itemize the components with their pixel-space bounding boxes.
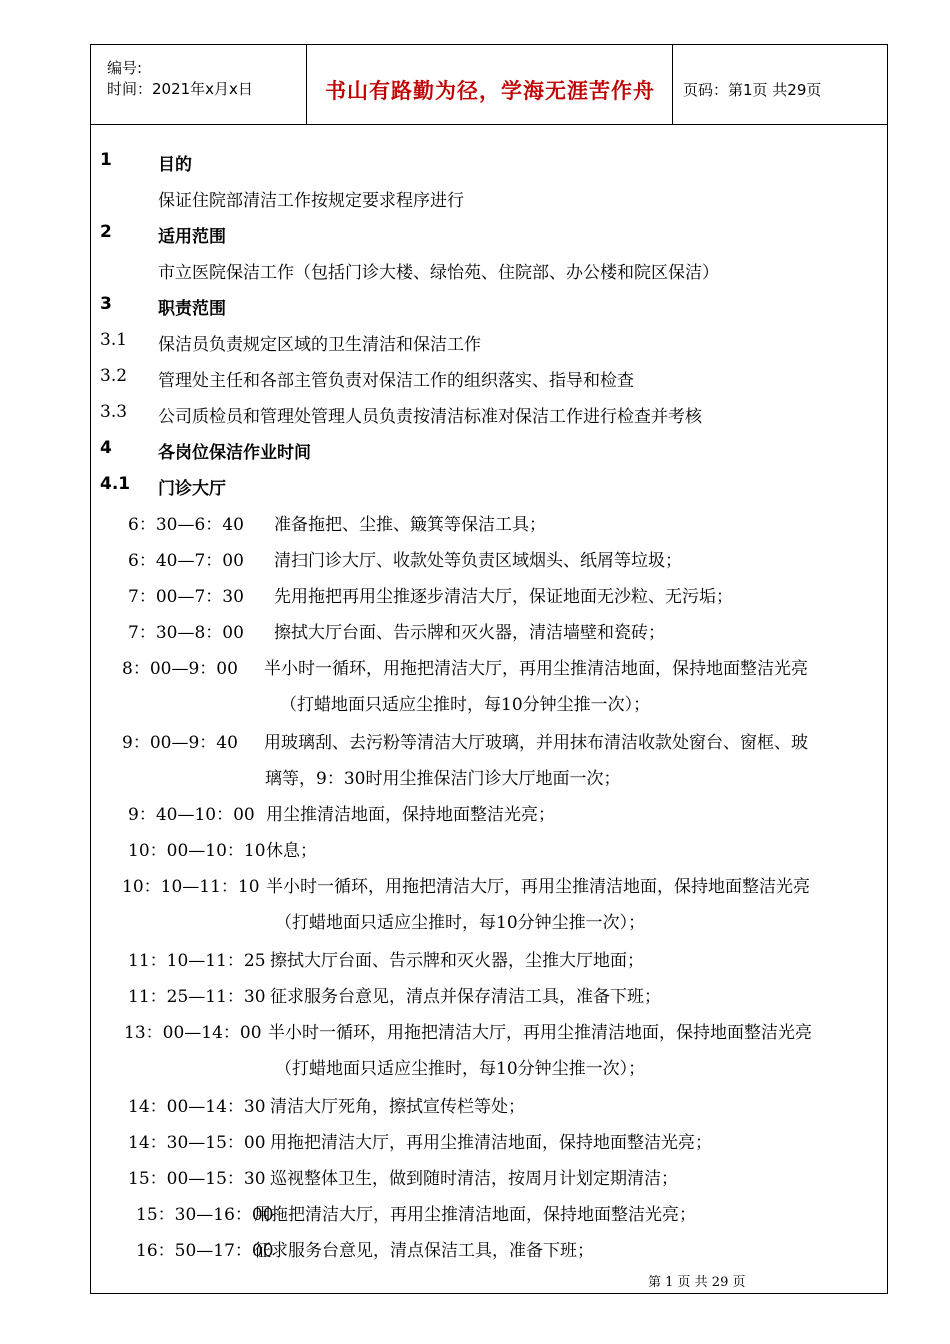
schedule-row <box>128 618 665 643</box>
schedule-row <box>128 982 661 1007</box>
schedule-row-continuation: 璃等，9：30时用尘推保洁门诊大厅地面一次； <box>265 769 621 789</box>
schedule-time: 6：30—6：40 <box>128 515 244 535</box>
schedule-time: 16：50—17：00 <box>136 1241 274 1261</box>
subsection-text: 公司质检员和管理处管理人员负责按清洁标准对保洁工作进行检查并考核 <box>158 407 702 427</box>
schedule-text: 用尘推清洁地面，保持地面整洁光亮； <box>266 805 555 825</box>
schedule-time: 9：40—10：00 <box>128 805 255 825</box>
subsection-number: 4.1 <box>100 474 131 494</box>
schedule-row <box>122 872 810 897</box>
schedule-row <box>136 1236 594 1261</box>
schedule-row-continuation: （打蜡地面只适应尘推时，每10分钟尘推一次）； <box>275 1059 646 1079</box>
schedule-text: 用拖把清洁大厅，再用尘推清洁地面，保持地面整洁光亮； <box>270 1133 712 1153</box>
section-2-body: 市立医院保洁工作（包括门诊大楼、绿怡苑、住院部、办公楼和院区保洁） <box>158 263 719 283</box>
schedule-time: 8：00—9：00 <box>122 659 238 679</box>
schedule-row <box>128 1092 525 1117</box>
schedule-row <box>128 1128 712 1153</box>
subsection-number: 3.3 <box>100 402 128 422</box>
schedule-text: 休息； <box>266 841 317 861</box>
subsection-text: 管理处主任和各部主管负责对保洁工作的组织落实、指导和检查 <box>158 371 634 391</box>
schedule-text: 清扫门诊大厅、收款处等负责区域烟头、纸屑等垃圾； <box>274 551 682 571</box>
subsection-number: 3.2 <box>100 366 128 386</box>
header-meta-cell <box>91 45 307 124</box>
page-footer: 第 1 页 共 29 页 <box>648 1275 746 1290</box>
section-title: 职责范围 <box>158 299 226 319</box>
schedule-row <box>128 546 682 571</box>
schedule-row <box>128 946 644 971</box>
schedule-text: 擦拭大厅台面、告示牌和灭火器，清洁墙壁和瓷砖； <box>274 623 665 643</box>
section-number: 4 <box>100 438 112 458</box>
subsection-title: 门诊大厅 <box>158 479 226 499</box>
schedule-time: 7：30—8：00 <box>128 623 244 643</box>
document-time-label: 时间：2021年x月x日 <box>107 80 253 98</box>
schedule-row <box>128 510 546 535</box>
schedule-row-continuation: （打蜡地面只适应尘推时，每10分钟尘推一次）； <box>280 695 651 715</box>
schedule-text: 用玻璃刮、去污粉等清洁大厅玻璃，并用抹布清洁收款处窗台、窗框、玻 <box>264 733 808 753</box>
schedule-time: 6：40—7：00 <box>128 551 244 571</box>
schedule-text: 准备拖把、尘推、簸箕等保洁工具； <box>274 515 546 535</box>
document-header <box>91 45 887 125</box>
section-title: 适用范围 <box>158 227 226 247</box>
schedule-row <box>128 800 555 825</box>
schedule-time: 14：30—15：00 <box>128 1133 266 1153</box>
schedule-time: 14：00—14：30 <box>128 1097 266 1117</box>
schedule-time: 11：25—11：30 <box>128 987 266 1007</box>
header-motto-cell <box>307 45 673 124</box>
schedule-text: 半小时一循环，用拖把清洁大厅，再用尘推清洁地面，保持地面整洁光亮 <box>264 659 808 679</box>
schedule-time: 13：00—14：00 <box>124 1023 262 1043</box>
schedule-row <box>124 1018 812 1043</box>
section-number: 2 <box>100 222 112 242</box>
schedule-row-continuation: （打蜡地面只适应尘推时，每10分钟尘推一次）； <box>275 913 646 933</box>
schedule-row <box>122 654 808 679</box>
schedule-text: 巡视整体卫生，做到随时清洁，按周月计划定期清洁； <box>270 1169 678 1189</box>
subsection-number: 3.1 <box>100 330 128 350</box>
document-number-label: 编号: <box>107 59 143 77</box>
schedule-time: 11：10—11：25 <box>128 951 266 971</box>
section-1-body: 保证住院部清洁工作按规定要求程序进行 <box>158 191 464 211</box>
header-page-info: 页码：第1页 共29页 <box>683 81 822 99</box>
schedule-text: 先用拖把再用尘推逐步清洁大厅，保证地面无沙粒、无污垢； <box>274 587 733 607</box>
schedule-text: 半小时一循环，用拖把清洁大厅，再用尘推清洁地面，保持地面整洁光亮 <box>268 1023 812 1043</box>
schedule-time: 15：00—15：30 <box>128 1169 266 1189</box>
schedule-text: 征求服务台意见，清点保洁工具，准备下班； <box>254 1241 594 1261</box>
section-number: 3 <box>100 294 112 314</box>
schedule-text: 用拖把清洁大厅，再用尘推清洁地面，保持地面整洁光亮； <box>254 1205 696 1225</box>
schedule-row <box>136 1200 696 1225</box>
schedule-text: 清洁大厅死角，擦拭宣传栏等处； <box>270 1097 525 1117</box>
section-title: 目的 <box>158 155 192 175</box>
subsection-text: 保洁员负责规定区域的卫生清洁和保洁工作 <box>158 335 481 355</box>
section-title: 各岗位保洁作业时间 <box>158 443 311 463</box>
schedule-row <box>128 836 317 861</box>
schedule-row <box>128 1164 678 1189</box>
schedule-row <box>122 728 808 753</box>
header-page-cell <box>673 45 887 124</box>
schedule-text: 征求服务台意见，清点并保存清洁工具，准备下班； <box>270 987 661 1007</box>
section-number: 1 <box>100 150 112 170</box>
schedule-time: 9：00—9：40 <box>122 733 238 753</box>
schedule-time: 10：10—11：10 <box>122 877 260 897</box>
schedule-row <box>128 582 733 607</box>
schedule-text: 半小时一循环，用拖把清洁大厅，再用尘推清洁地面，保持地面整洁光亮 <box>266 877 810 897</box>
schedule-time: 15：30—16：00 <box>136 1205 274 1225</box>
schedule-time: 7：00—7：30 <box>128 587 244 607</box>
header-motto: 书山有路勤为径，学海无涯苦作舟 <box>325 79 655 103</box>
schedule-text: 擦拭大厅台面、告示牌和灭火器，尘推大厅地面； <box>270 951 644 971</box>
schedule-time: 10：00—10：10 <box>128 841 266 861</box>
